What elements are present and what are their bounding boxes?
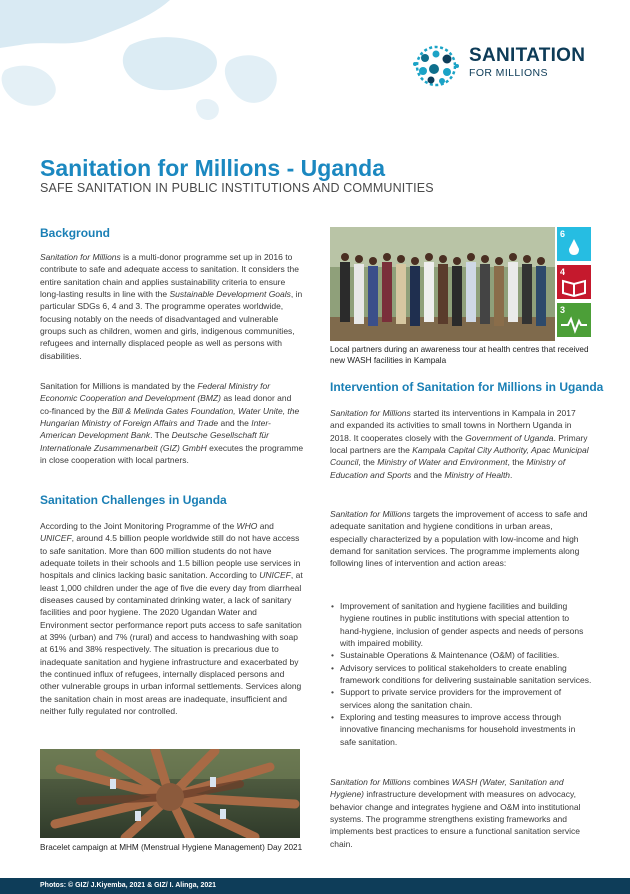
intervention-paragraph-2: Sanitation for Millions targets the improvement of access to safe and adequate sanitation and hygiene conditions in urban areas, especially characterized by a population with low-income and high demand for sanitation services. The programme implements along following lines of intervention and action areas: — [330, 509, 588, 569]
page-subtitle: SAFE SANITATION IN PUBLIC INSTITUTIONS AND COMMUNITIES — [40, 181, 434, 195]
sdg-4-icon — [557, 265, 591, 299]
list-item: • Improvement of sanitation and hygiene facilities and building hygiene routines in public institutions with special attention to hand-hygiene, inclusion of gender aspects and needs of persons with impaired mobility. — [330, 600, 592, 649]
list-item: • Advisory services to political stakeholders to create enabling framework conditions for delivering sustainable sanitation services. — [330, 662, 592, 687]
photo-caption-bracelet: Bracelet campaign at MHM (Menstrual Hygiene Management) Day 2021 — [40, 843, 303, 852]
intervention-paragraph-1: Sanitation for Millions started its interventions in Kampala in 2017 and expanded its activities to small towns in Northern Uganda in 2018. It cooperates closely with the Government of Uganda. Primary local partners are the Kampala Capital City Authority, Apac Municipal Council, the Ministry of Water and Environment, the Ministry of Education and Sports and the Ministry of Health. — [330, 408, 589, 480]
brand-wordmark — [469, 46, 585, 80]
intervention-heading: Intervention of Sanitation for Millions in Uganda — [330, 380, 604, 394]
brand-line-1: SANITATION — [469, 45, 586, 66]
awareness-tour-photo — [330, 227, 555, 341]
sdg-3-icon — [557, 303, 591, 337]
footer-bar — [0, 878, 630, 894]
photo-credits: Photos: © GIZ/ J.Kiyemba, 2021 & GIZ/ I. Alinga, 2021 — [40, 882, 217, 889]
brand-line-2: FOR MILLIONS — [469, 67, 548, 79]
page-title: Sanitation for Millions - Uganda — [40, 155, 385, 181]
photo-caption-tour: Local partners during an awareness tour at health centres that received new WASH facilities in Kampala — [330, 345, 589, 365]
intervention-bullet-list — [330, 600, 592, 748]
svg-text:3: 3 — [560, 305, 566, 315]
svg-text:4: 4 — [560, 267, 566, 277]
sanitation-logo-icon — [412, 44, 460, 88]
list-item: • Support to private service providers for the improvement of services along the sanitation chain. — [330, 686, 592, 711]
list-item: • Sustainable Operations & Maintenance (O&M) of facilities. — [330, 649, 592, 661]
intervention-paragraph-3: Sanitation for Millions combines WASH (Water, Sanitation and Hygiene) infrastructure development with measures on advocacy, behavior change and integrates hygiene and O&M into institutional systems. The programme strengthens existing frameworks and implements best practices to ensure a functional sanitation service chain. — [330, 777, 581, 849]
background-heading: Background — [40, 226, 111, 240]
brand-logo — [412, 44, 612, 88]
list-item: • Exploring and testing measures to improve access through innovative financing mechanisms for household investments in safe sanitation. — [330, 711, 592, 748]
sdg-6-icon — [557, 227, 591, 261]
decorative-blobs — [0, 0, 300, 170]
background-paragraph-1: Sanitation for Millions is a multi-donor programme set up in 2016 to contribute to safe and adequate access to sanitation. It considers the entire sanitation chain and applies sustainability criteria to ensure long-lasting results in line with the Sustainable Development Goals, in particular SDGs 6, 4 and 3. The programme operates worldwide, focusing notably on the needs of disadvantaged and vulnerable groups such as children, women and girls, indigenous communities, refugees and internally displaced people as well as persons with disabilities. — [40, 252, 303, 361]
challenges-heading: Sanitation Challenges in Uganda — [40, 493, 227, 507]
challenges-paragraph: According to the Joint Monitoring Programme of the WHO and UNICEF, around 4.5 billion people worldwide still do not have access to safe sanitation. More than 600 million students do not have adequate toilets in their schools and 1.5 billion people use services in hospitals and clinics lacking basic sanitation. According to UNICEF, at least 1,000 children under the age of five die every day from diarrheal diseases caused by contaminated drinking water, a lack of sanitary facilities and poor hygiene. The 2020 Ugandan Water and Environment sector performance report puts access to safe sanitation at 39% (urban) and 7% (rural) and access to handwashing with soap at 61% and 38% respectively. The situation is precarious due to inadequate sanitation and hygiene infrastructure and exacerbated by the continued influx of refugees, internally displaced persons and other vulnerable groups in urban informal settlements. Services along the sanitation chain in most areas are inadequate, insufficient and neither fully regulated nor controlled. — [40, 521, 303, 717]
bracelet-campaign-photo — [40, 749, 300, 838]
background-paragraph-2: Sanitation for Millions is mandated by the Federal Ministry for Economic Cooperation and Development (BMZ) as lead donor and co-financed by the Bill & Melinda Gates Foundation, Water Unite, the Hungarian Ministry of Foreign Affairs and Trade and the Inter-American Development Bank. The Deutsche Gesellschaft für Internationale Zusammenarbeit (GIZ) GmbH executes the programme in close cooperation with local partners. — [40, 381, 304, 466]
svg-text:6: 6 — [560, 229, 566, 239]
